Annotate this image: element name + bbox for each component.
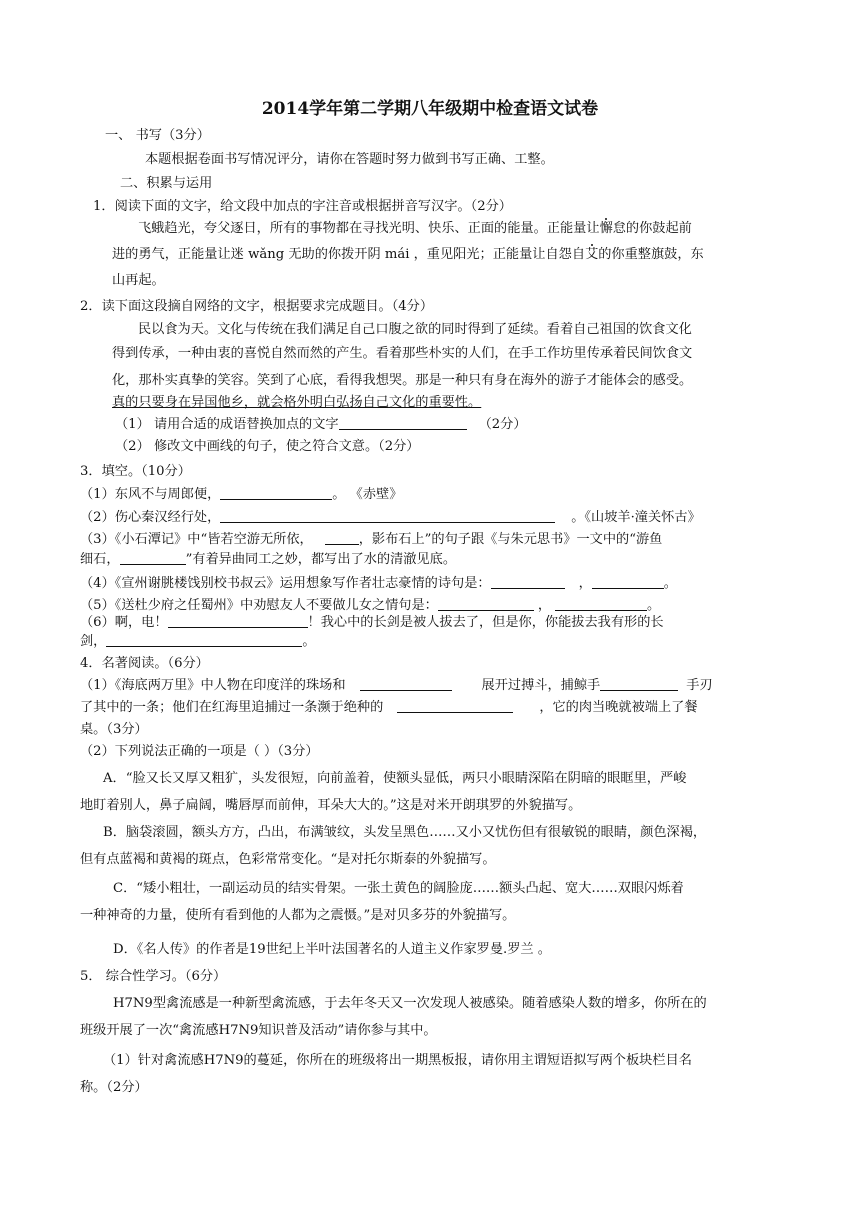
answer-blank[interactable] (220, 486, 332, 500)
answer-blank[interactable] (339, 416, 467, 430)
q4-item1: （1）《海底两万里》中人物在印度洋的珠场和 展开过搏斗，捕鲸手 手刃 (80, 678, 713, 693)
answer-blank[interactable] (555, 597, 647, 611)
q4-option-c-cont: 一种神奇的力量，使所有看到他的人都为之震慑。”是对贝多芬的外貌描写。 (80, 908, 516, 923)
q3-item1: （1）东风不与周郎便， 。 《赤壁》 (80, 487, 403, 502)
q4-option-a-cont: 地盯着别人，鼻子扁阔，嘴唇厚而前伸，耳朵大大的。”这是对米开朗琪罗的外貌描写。 (80, 798, 582, 813)
q3-stem: 3．填空。（10分） (80, 464, 191, 479)
q3-item2: （2）伤心秦汉经行处， 。《山坡羊·潼关怀古》 (80, 510, 701, 525)
answer-blank[interactable] (397, 699, 513, 713)
q3-item3: （3）《小石潭记》中“皆若空游无所依， ，影布石上”的句子跟《与朱元思书》一文中的“游鱼 (80, 532, 663, 547)
section-1-heading: 一、 书写（3分） (105, 128, 210, 143)
page-title: 2014学年第二学期八年级期中检查语文试卷 (261, 99, 599, 119)
q3-item3-cont: 细石， ”有着异曲同工之妙，都写出了水的清澈见底。 (80, 552, 457, 567)
answer-blank[interactable] (592, 575, 664, 589)
dotted-char-xie: 懈 (599, 221, 613, 236)
q4-option-d: D．《名人传》的作者是19世纪上半叶法国著名的人道主义作家罗曼.罗兰 。 (113, 942, 551, 957)
q4-option-b-cont: 但有点蓝褐和黄褐的斑点，色彩常常变化。“是对托尔斯泰的外貌描写。 (80, 852, 496, 867)
answer-blank[interactable] (120, 551, 186, 565)
q4-item1-end: 桌。（3分） (80, 722, 148, 737)
section-1-text: 本题根据卷面书写情况评分，请你在答题时努力做到书写正确、工整。 (145, 152, 554, 167)
q4-option-a: A．“脸又长又厚又粗犷，头发很短，向前盖着，使额头显低，两只小眼睛深陷在阴暗的眼眶里，严峻 (103, 771, 687, 786)
q3-item4: （4）《宣州谢朓楼饯别校书叔云》运用想象写作者壮志豪情的诗句是： ， 。 (80, 576, 677, 591)
q5-para-line2: 班级开展了一次“禽流感H7N9知识普及活动”请你参与其中。 (80, 1023, 437, 1038)
q1-stem: 1．阅读下面的文字，给文段中加点的字注音或根据拼音写汉字。（2分） (93, 199, 512, 214)
q4-item2: （2）下列说法正确的一项是（ ）（3分） (80, 744, 319, 759)
q5-para-line1: H7N9型禽流感是一种新型禽流感，于去年冬天又一次发现人被感染。随着感染人数的增多，你所在的 (113, 996, 707, 1011)
section-2-heading: 二、积累与运用 (120, 176, 213, 191)
answer-blank[interactable] (168, 614, 308, 628)
q2-para-line1: 民以食为天。文化与传统在我们满足自己口腹之欲的同时得到了延续。看着自己祖国的饮食文化 (138, 322, 692, 337)
answer-blank[interactable] (220, 509, 555, 523)
q1-para-line1: 飞蛾趋光，夸父逐日，所有的事物都在寻找光明、快乐、正面的能量。正能量让懈怠的你鼓起前 (138, 221, 692, 236)
q2-stem: 2．读下面这段摘自网络的文字，根据要求完成题目。（4分） (80, 299, 434, 314)
q3-item5: （5）《送杜少府之任蜀州》中劝慰友人不要做儿女之情句是： ， 。 (80, 598, 661, 613)
answer-blank[interactable] (438, 597, 534, 611)
answer-blank[interactable] (106, 633, 302, 647)
answer-blank[interactable] (600, 677, 678, 691)
q1-para-line3: 山再起。 (112, 273, 165, 288)
q4-item1-cont: 了其中的一条；他们在红海里追捕过一条濒于绝种的 ，它的肉当晚就被端上了餐 (80, 700, 698, 715)
q2-underlined-sentence: 真的只要身在异国他乡，就会格外明白弘扬自己文化的重要性。 (112, 395, 482, 410)
answer-blank[interactable] (325, 531, 359, 545)
q5-sub1-cont: 称。（2分） (80, 1080, 148, 1095)
q3-item6: （6）啊，电！ ！我心中的长剑是被人拔去了，但是你，你能拔去我有形的长 (80, 615, 664, 630)
q2-para-line2: 得到传承，一种由衷的喜悦自然而然的产生。看着那些朴实的人们，在手工作坊里传承着民间饮食文 (112, 346, 693, 361)
q3-item6-cont: 剑， 。 (80, 634, 316, 649)
q4-stem: 4．名著阅读。（6分） (80, 656, 209, 671)
q2-para-line3: 化，那朴实真挚的笑容。笑到了心底，看得我想哭。那是一种只有身在海外的游子才能体会的感受。 (112, 373, 693, 388)
answer-blank[interactable] (491, 575, 565, 589)
q2-sub1: （1） 请用合适的成语替换加点的文字 （2分） (115, 417, 527, 432)
q2-sub2: （2） 修改文中画线的句子，使之符合文意。（2分） (115, 439, 420, 454)
q4-option-b: B．脑袋滚圆，额头方方，凸出，布满皱纹，头发呈黑色……又小又忧伤但有很敏锐的眼睛，颜色深褐， (103, 825, 707, 840)
answer-blank[interactable] (360, 677, 452, 691)
q4-option-c: C．“矮小粗壮，一副运动员的结实骨架。一张土黄色的阔脸庞……额头凸起、宽大……双眼闪烁着 (113, 881, 684, 896)
dotted-char-ai: 艾 (585, 247, 599, 262)
q5-stem: 5． 综合性学习。（6分） (80, 969, 227, 984)
q1-para-line2: 进的勇气，正能量让迷 wǎng 无助的你拨开阴 mái ，重见阳光；正能量让自怨自艾的你重整旗鼓，东 (112, 247, 704, 262)
q5-sub1: （1）针对禽流感H7N9的蔓延，你所在的班级将出一期黑板报，请你用主谓短语拟写两个板块栏目名 (103, 1053, 692, 1068)
